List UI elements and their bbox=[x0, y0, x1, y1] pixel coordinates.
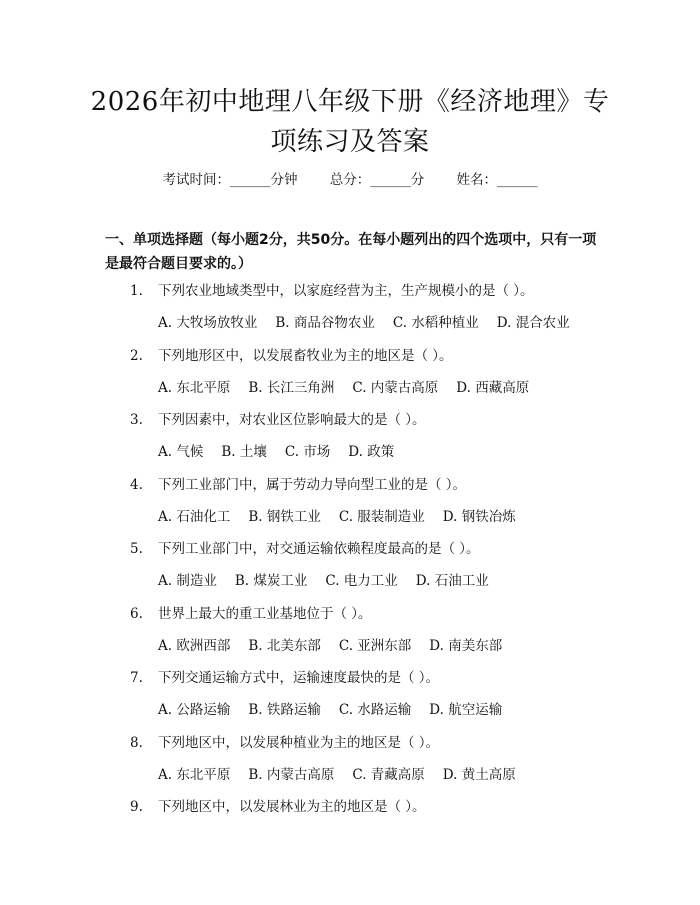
question-options bbox=[158, 441, 412, 463]
answer-option: B. 商品谷物农业 bbox=[275, 315, 375, 331]
document-title: 2026年初中地理八年级下册《经济地理》专项练习及答案 bbox=[90, 87, 610, 157]
question-text: 世界上最大的重工业基地位于（ ）。 bbox=[158, 605, 372, 622]
answer-option: C. 服装制造业 bbox=[338, 508, 425, 525]
answer-option: B. 内蒙古高原 bbox=[248, 766, 335, 783]
answer-option: C. 内蒙古高原 bbox=[352, 379, 439, 396]
question-number: 1. bbox=[130, 283, 143, 299]
question-stem bbox=[130, 603, 372, 625]
question-text: 下列因素中，对农业区位影响最大的是（ ）。 bbox=[158, 412, 426, 428]
answer-option: C. 亚洲东部 bbox=[338, 637, 412, 654]
answer-option: B. 长江三角洲 bbox=[248, 379, 335, 396]
exam-meta bbox=[0, 168, 700, 188]
question-text: 下列地区中，以发展种植业为主的地区是（ ）。 bbox=[158, 734, 440, 751]
question-stem bbox=[130, 474, 466, 496]
question-options bbox=[158, 635, 520, 657]
question-stem bbox=[130, 409, 426, 431]
question-options bbox=[158, 699, 520, 721]
question-item bbox=[0, 667, 700, 732]
answer-option: C. 水稻种植业 bbox=[392, 315, 479, 331]
answer-option: C. 水路运输 bbox=[338, 702, 412, 718]
question-item bbox=[0, 603, 700, 668]
question-options bbox=[158, 570, 507, 592]
answer-option: C. 市场 bbox=[284, 444, 331, 460]
answer-option: C. 青藏高原 bbox=[352, 766, 425, 783]
answer-option: B. 钢铁工业 bbox=[248, 508, 321, 525]
question-stem bbox=[130, 667, 439, 689]
question-stem bbox=[130, 280, 534, 302]
question-text: 下列工业部门中，对交通运输依赖程度最高的是（ ）。 bbox=[158, 541, 480, 557]
student-name-label: 姓名：______ bbox=[456, 172, 538, 188]
answer-option: D. 西藏高原 bbox=[456, 379, 530, 396]
answer-option: A. 大牧场放牧业 bbox=[158, 315, 258, 331]
answer-option: A. 制造业 bbox=[158, 573, 217, 589]
exam-time-label: 考试时间：______分钟 bbox=[162, 172, 298, 188]
question-stem bbox=[130, 345, 453, 367]
question-number: 7. bbox=[130, 670, 143, 686]
question-number: 6. bbox=[130, 605, 143, 622]
question-stem bbox=[130, 732, 439, 754]
question-options bbox=[158, 377, 547, 399]
question-number: 3. bbox=[130, 412, 143, 428]
question-options bbox=[158, 312, 588, 334]
question-text: 下列农业地域类型中，以家庭经营为主，生产规模小的是（ ）。 bbox=[158, 283, 534, 299]
question-number: 8. bbox=[130, 734, 143, 751]
answer-option: B. 铁路运输 bbox=[248, 702, 321, 718]
question-stem bbox=[130, 796, 426, 818]
question-options bbox=[158, 764, 534, 786]
question-options bbox=[158, 506, 534, 528]
answer-option: A. 东北平原 bbox=[158, 379, 231, 396]
question-number: 2. bbox=[130, 347, 143, 364]
answer-option: B. 土壤 bbox=[221, 444, 267, 460]
total-score-label: 总分：______分 bbox=[329, 172, 425, 188]
answer-option: B. 北美东部 bbox=[248, 637, 321, 654]
question-text: 下列地形区中，以发展畜牧业为主的地区是（ ）。 bbox=[158, 347, 453, 364]
question-item bbox=[0, 474, 700, 539]
question-text: 下列地区中，以发展林业为主的地区是（ ）。 bbox=[158, 799, 426, 815]
answer-option: D. 航空运输 bbox=[429, 702, 503, 718]
answer-option: D. 黄土高原 bbox=[442, 766, 516, 783]
question-text: 下列工业部门中，属于劳动力导向型工业的是（ ）。 bbox=[158, 476, 467, 493]
answer-option: D. 钢铁冶炼 bbox=[442, 508, 516, 525]
answer-option: C. 电力工业 bbox=[325, 573, 398, 589]
question-item bbox=[0, 538, 700, 603]
question-item bbox=[0, 409, 700, 474]
question-stem bbox=[130, 538, 480, 560]
question-number: 9. bbox=[130, 799, 143, 815]
question-item bbox=[0, 345, 700, 410]
question-text: 下列交通运输方式中，运输速度最快的是（ ）。 bbox=[158, 670, 440, 686]
answer-option: D. 混合农业 bbox=[496, 315, 570, 331]
answer-option: A. 欧洲西部 bbox=[158, 637, 231, 654]
question-list bbox=[0, 280, 700, 861]
answer-option: A. 东北平原 bbox=[158, 766, 231, 783]
question-item bbox=[0, 732, 700, 797]
answer-option: D. 石油工业 bbox=[415, 573, 489, 589]
question-number: 5. bbox=[130, 541, 143, 557]
answer-option: A. 石油化工 bbox=[158, 508, 231, 525]
answer-option: B. 煤炭工业 bbox=[234, 573, 308, 589]
question-item bbox=[0, 280, 700, 345]
answer-option: D. 南美东部 bbox=[429, 637, 503, 654]
answer-option: A. 气候 bbox=[158, 444, 204, 460]
question-number: 4. bbox=[130, 476, 143, 493]
answer-option: A. 公路运输 bbox=[158, 702, 231, 718]
answer-option: D. 政策 bbox=[348, 444, 395, 460]
section-heading: 一、单项选择题（每小题2分，共50分。在每小题列出的四个选项中，只有一项是最符合题目要求的。） bbox=[105, 232, 597, 272]
question-item bbox=[0, 796, 700, 861]
